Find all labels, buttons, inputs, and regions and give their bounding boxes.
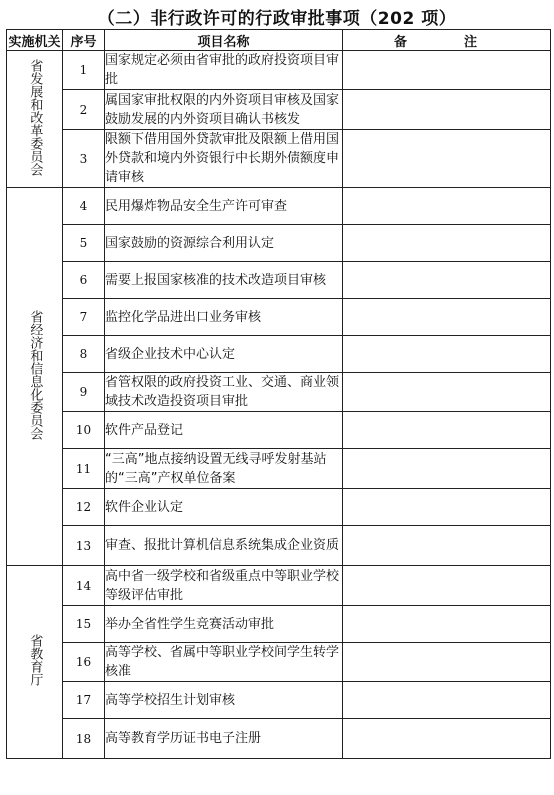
notes-cell [343,299,551,336]
table-row [7,373,551,412]
table-row [7,412,551,449]
item-name: 需要上报国家核准的技术改造项目审核 [105,262,343,299]
approval-items-table [6,29,551,759]
table-row [7,299,551,336]
item-name: 监控化学品进出口业务审核 [105,299,343,336]
header-name: 项目名称 [105,30,343,51]
notes-cell [343,449,551,489]
notes-cell [343,336,551,373]
table-row [7,719,551,759]
item-name: 高等教育学历证书电子注册 [105,719,343,759]
row-number: 3 [63,130,105,188]
notes-cell [343,643,551,682]
notes-cell [343,262,551,299]
item-name: 软件产品登记 [105,412,343,449]
notes-cell [343,566,551,606]
notes-cell [343,373,551,412]
row-number: 2 [63,90,105,130]
row-number: 9 [63,373,105,412]
table-row [7,566,551,606]
table-row [7,682,551,719]
row-number: 1 [63,51,105,90]
table-row [7,526,551,566]
notes-cell [343,682,551,719]
row-number: 18 [63,719,105,759]
table-row [7,130,551,188]
row-number: 12 [63,489,105,526]
notes-cell [343,188,551,225]
row-number: 7 [63,299,105,336]
table-row [7,90,551,130]
notes-cell [343,719,551,759]
row-number: 17 [63,682,105,719]
table-body [7,51,551,759]
table-row [7,449,551,489]
agency-name: 省发展和改革委员会 [27,58,43,176]
item-name: 高等学校招生计划审核 [105,682,343,719]
table-row [7,489,551,526]
notes-cell [343,606,551,643]
agency-cell [7,566,63,759]
row-number: 16 [63,643,105,682]
item-name: 审查、报批计算机信息系统集成企业资质 [105,526,343,566]
table-row [7,606,551,643]
notes-cell [343,51,551,90]
notes-cell [343,489,551,526]
table-row [7,51,551,90]
row-number: 13 [63,526,105,566]
item-name: 举办全省性学生竞赛活动审批 [105,606,343,643]
item-name: 省管权限的政府投资工业、交通、商业领域技术改造投资项目审批 [105,373,343,412]
agency-name: 省经济和信息化委员会 [27,309,43,440]
header-agency: 实施机关 [7,30,63,51]
table-row [7,643,551,682]
item-name: 省级企业技术中心认定 [105,336,343,373]
row-number: 15 [63,606,105,643]
item-name: 国家鼓励的资源综合利用认定 [105,225,343,262]
notes-cell [343,412,551,449]
item-name: 限额下借用国外贷款审批及限额上借用国外贷款和境内外资银行中长期外债额度申请审核 [105,130,343,188]
notes-cell [343,526,551,566]
item-name: 高中省一级学校和省级重点中等职业学校等级评估审批 [105,566,343,606]
table-row [7,336,551,373]
agency-cell [7,51,63,188]
table-row [7,188,551,225]
table-row [7,225,551,262]
row-number: 14 [63,566,105,606]
row-number: 4 [63,188,105,225]
notes-cell [343,90,551,130]
table-row [7,262,551,299]
item-name: 民用爆炸物品安全生产许可审查 [105,188,343,225]
row-number: 5 [63,225,105,262]
page-title: （二）非行政许可的行政审批事项（202 项） [97,9,457,29]
row-number: 6 [63,262,105,299]
header-notes: 备 注 [343,30,551,51]
agency-cell [7,188,63,566]
notes-cell [343,225,551,262]
item-name: “三高”地点接纳设置无线寻呼发射基站的“三高”产权单位备案 [105,449,343,489]
table-header-row [7,30,551,51]
agency-name: 省教育厅 [27,634,43,686]
item-name: 国家规定必须由省审批的政府投资项目审批 [105,51,343,90]
item-name: 高等学校、省属中等职业学校间学生转学核准 [105,643,343,682]
item-name: 属国家审批权限的内外资项目审核及国家鼓励发展的内外资项目确认书核发 [105,90,343,130]
header-seq: 序号 [63,30,105,51]
row-number: 10 [63,412,105,449]
notes-cell [343,130,551,188]
row-number: 11 [63,449,105,489]
row-number: 8 [63,336,105,373]
item-name: 软件企业认定 [105,489,343,526]
